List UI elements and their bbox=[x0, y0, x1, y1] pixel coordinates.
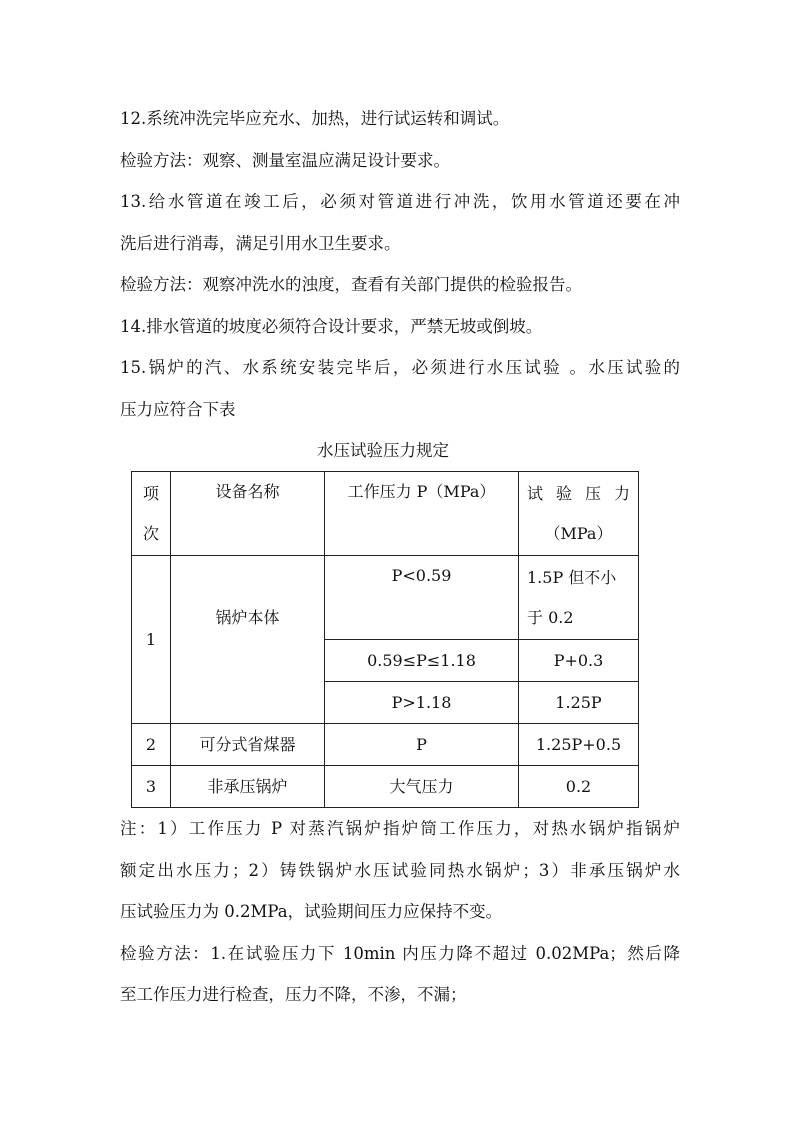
row2-device-name: 可分式省煤器 bbox=[171, 724, 325, 766]
table-header-row bbox=[132, 472, 639, 556]
header-index-line1: 项 bbox=[142, 483, 159, 503]
method-line1: 检验方法：1.在试验压力下 10min 内压力降不超过 0.02MPa；然后降 bbox=[120, 944, 680, 963]
row1b-working-pressure: 0.59≤P≤1.18 bbox=[325, 640, 519, 682]
row2-test-pressure: 1.25P+0.5 bbox=[519, 724, 639, 766]
header-test-pressure-line2: （MPa） bbox=[544, 523, 613, 543]
paragraph-13-line1: 13.给水管道在竣工后，必须对管道进行冲洗，饮用水管道还要在冲 bbox=[120, 192, 680, 211]
row1b-test-pressure: P+0.3 bbox=[519, 640, 639, 682]
note-line3: 压试验压力为 0.2MPa，试验期间压力应保持不变。 bbox=[120, 902, 503, 921]
note-line1: 注：1）工作压力 P 对蒸汽锅炉指炉筒工作压力，对热水锅炉指锅炉 bbox=[120, 819, 680, 838]
row3-working-pressure: 大气压力 bbox=[325, 766, 519, 808]
paragraph-12-method: 检验方法：观察、测量室温应满足设计要求。 bbox=[120, 151, 450, 170]
paragraph-14: 14.排水管道的坡度必须符合设计要求，严禁无坡或倒坡。 bbox=[120, 317, 543, 336]
header-working-pressure: 工作压力 P（MPa） bbox=[325, 472, 519, 556]
row1a-test-pressure bbox=[519, 556, 639, 640]
row3-test-pressure: 0.2 bbox=[519, 766, 639, 808]
pressure-table bbox=[131, 471, 639, 808]
method-line2: 至工作压力进行检查，压力不降，不渗，不漏； bbox=[120, 985, 467, 1004]
row1c-working-pressure: P>1.18 bbox=[325, 682, 519, 724]
row1a-test-pressure-line2: 于 0.2 bbox=[527, 607, 574, 627]
row1a-working-pressure: P<0.59 bbox=[325, 556, 519, 640]
row3-device-name: 非承压锅炉 bbox=[171, 766, 325, 808]
header-index bbox=[132, 472, 171, 556]
row1-index: 1 bbox=[132, 556, 171, 724]
header-test-pressure bbox=[519, 472, 639, 556]
row3-index: 3 bbox=[132, 766, 171, 808]
table-row bbox=[132, 724, 639, 766]
header-index-line2: 次 bbox=[142, 523, 159, 543]
table-row bbox=[132, 556, 639, 640]
note-line2: 额定出水压力；2）铸铁锅炉水压试验同热水锅炉；3）非承压锅炉水 bbox=[120, 861, 680, 880]
row2-working-pressure: P bbox=[325, 724, 519, 766]
paragraph-15-line1: 15.锅炉的汽、水系统安装完毕后，必须进行水压试验 。水压试验的 bbox=[120, 358, 680, 377]
row1c-test-pressure: 1.25P bbox=[519, 682, 639, 724]
paragraph-13-line2: 洗后进行消毒，满足引用水卫生要求。 bbox=[120, 234, 401, 253]
paragraph-15-line2: 压力应符合下表 bbox=[120, 400, 236, 419]
row1-device-name: 锅炉本体 bbox=[171, 556, 325, 724]
paragraph-12: 12.系统冲洗完毕应充水、加热，进行试运转和调试。 bbox=[120, 109, 510, 128]
row2-index: 2 bbox=[132, 724, 171, 766]
header-test-pressure-line1: 试 验 压 力 bbox=[527, 483, 630, 503]
row1a-test-pressure-line1: 1.5P 但不小 bbox=[527, 567, 617, 587]
table-caption: 水压试验压力规定 bbox=[317, 441, 449, 460]
header-device-name: 设备名称 bbox=[171, 472, 325, 556]
table-row bbox=[132, 766, 639, 808]
paragraph-13-method: 检验方法：观察冲洗水的浊度，查看有关部门提供的检验报告。 bbox=[120, 275, 582, 294]
